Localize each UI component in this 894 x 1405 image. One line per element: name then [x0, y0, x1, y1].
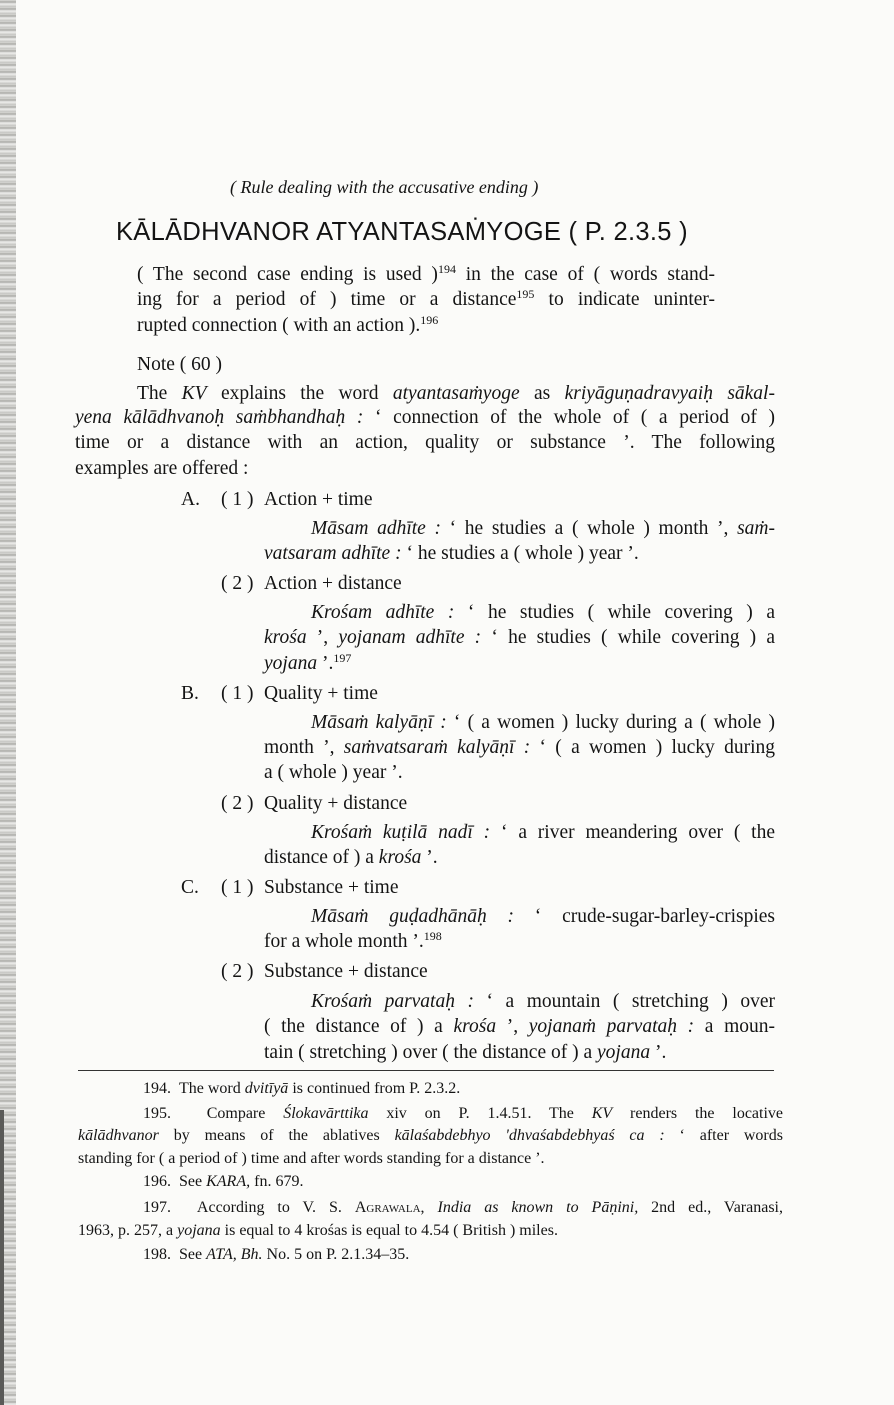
section-a-1-example-line-1: Māsam adhīte : ‘ he studies a ( whole ) month ’, saṁ- [311, 518, 775, 539]
rule-translation-line-3: rupted connection ( with an action ).$^{196}$ [137, 313, 439, 336]
footnote-ref-196[interactable]: 196 [420, 313, 439, 327]
section-b-2-heading: Quality + distance [264, 793, 408, 814]
section-b-1-example-line-3: a ( whole ) year ’. [264, 762, 403, 783]
section-b-2-example-line-2: distance of ) a krośa ’. [264, 847, 438, 868]
section-a-2-example-line-1: Krośam adhīte : ‘ he studies ( while covering ) a [311, 602, 775, 623]
para-line-4: examples are offered : [75, 458, 249, 479]
para-line-2: yena kālādhvanoḥ saṁbhandhaḥ : ‘ connection of the whole of ( a period of ) [75, 407, 776, 428]
section-c-1-number: ( 1 ) [221, 877, 254, 898]
footnote-ref-194[interactable]: 194 [437, 262, 456, 276]
section-a-1-heading: Action + time [264, 489, 373, 510]
rule-heading: KĀLĀDHVANOR ATYANTASAṀYOGE ( P. 2.3.5 ) [116, 218, 688, 246]
rule-translation-line-2: ing for a period of ) time or a distance$^{195}$ to indicate uninter- [137, 287, 715, 310]
footnote-ref-195[interactable]: 195 [516, 287, 535, 301]
section-c-2-example-line-3: tain ( stretching ) over ( the distance of ) a yojana ’. [264, 1042, 667, 1063]
footnote-ref-198[interactable]: 198 [423, 929, 442, 943]
footnote-197-line-2: 1963, p. 257, a yojana is equal to 4 krośas is equal to 4.54 ( British ) miles. [78, 1222, 558, 1239]
section-c-1-heading: Substance + time [264, 877, 399, 898]
footnote-ref-197[interactable]: 197 [333, 651, 352, 665]
section-b-2-number: ( 2 ) [221, 793, 254, 814]
section-letter-c: C. [181, 877, 199, 898]
section-a-1-example-line-2: vatsaram adhīte : ‘ he studies a ( whole ) year ’. [264, 543, 639, 564]
footnote-divider [78, 1070, 774, 1071]
footnote-195-line-2: kālādhvanor by means of the ablatives kālaśabdebhyo 'dhvaśabdebhyaś ca : ‘ after words [78, 1127, 783, 1144]
footnote-198: 198. See ATA, Bh. No. 5 on P. 2.1.34–35. [143, 1246, 410, 1263]
section-c-2-heading: Substance + distance [264, 961, 428, 982]
section-b-2-example-line-1: Krośaṁ kuṭilā nadī : ‘ a river meandering over ( the [311, 822, 775, 843]
section-a-2-example-line-2: krośa ’, yojanam adhīte : ‘ he studies ( while covering ) a [264, 627, 776, 648]
note-label: Note ( 60 ) [137, 354, 223, 375]
section-b-1-example-line-1: Māsaṁ kalyāṇī : ‘ ( a women ) lucky during a ( whole ) [311, 712, 775, 733]
footnote-195-line-3: standing for ( a period of ) time and after words standing for a distance ’. [78, 1150, 545, 1167]
section-a-2-heading: Action + distance [264, 573, 402, 594]
sub-heading: ( Rule dealing with the accusative ending ) [230, 177, 539, 197]
para-line-1: The KV explains the word atyantasaṁyoge as kriyāguṇadravyaiḥ sākal- [137, 383, 775, 404]
footnote-195-line-1: 195. Compare Ślokavārttika xiv on P. 1.4.51. The KV renders the locative [143, 1105, 784, 1122]
footnote-196: 196. See KARA, fn. 679. [143, 1173, 304, 1190]
section-b-1-number: ( 1 ) [221, 683, 254, 704]
section-a-1-number: ( 1 ) [221, 489, 254, 510]
section-b-1-example-line-2: month ’, saṁvatsaraṁ kalyāṇī : ‘ ( a women ) lucky during [264, 737, 775, 758]
section-c-2-example-line-1: Krośaṁ parvataḥ : ‘ a mountain ( stretching ) over [311, 991, 775, 1012]
section-a-2-example-line-3: yojana ’.$^{197}$ [264, 651, 352, 674]
section-letter-b: B. [181, 683, 199, 704]
section-c-2-number: ( 2 ) [221, 961, 254, 982]
section-a-2-number: ( 2 ) [221, 573, 254, 594]
section-c-2-example-line-2: ( the distance of ) a krośa ’, yojanaṁ parvataḥ : a moun- [264, 1016, 776, 1037]
page-scan-edge-shadow [0, 1110, 4, 1405]
para-line-3: time or a distance with an action, quality or substance ’. The following [75, 432, 775, 453]
section-b-1-heading: Quality + time [264, 683, 378, 704]
footnote-194: 194. The word dvitīyā is continued from P. 2.3.2. [143, 1080, 461, 1097]
rule-translation-line-1: ( The second case ending is used )$^{194}$ in the case of ( words stand- [137, 262, 715, 285]
footnote-197-line-1: 197. According to V. S. Agrawala, India as known to Pāṇini, 2nd ed., Varanasi, [143, 1199, 783, 1216]
section-letter-a: A. [181, 489, 200, 510]
section-c-1-example-line-2: for a whole month ’.$^{198}$ [264, 929, 442, 952]
section-c-1-example-line-1: Māsaṁ guḍadhānāḥ : ‘ crude-sugar-barley-crispies [311, 906, 775, 927]
